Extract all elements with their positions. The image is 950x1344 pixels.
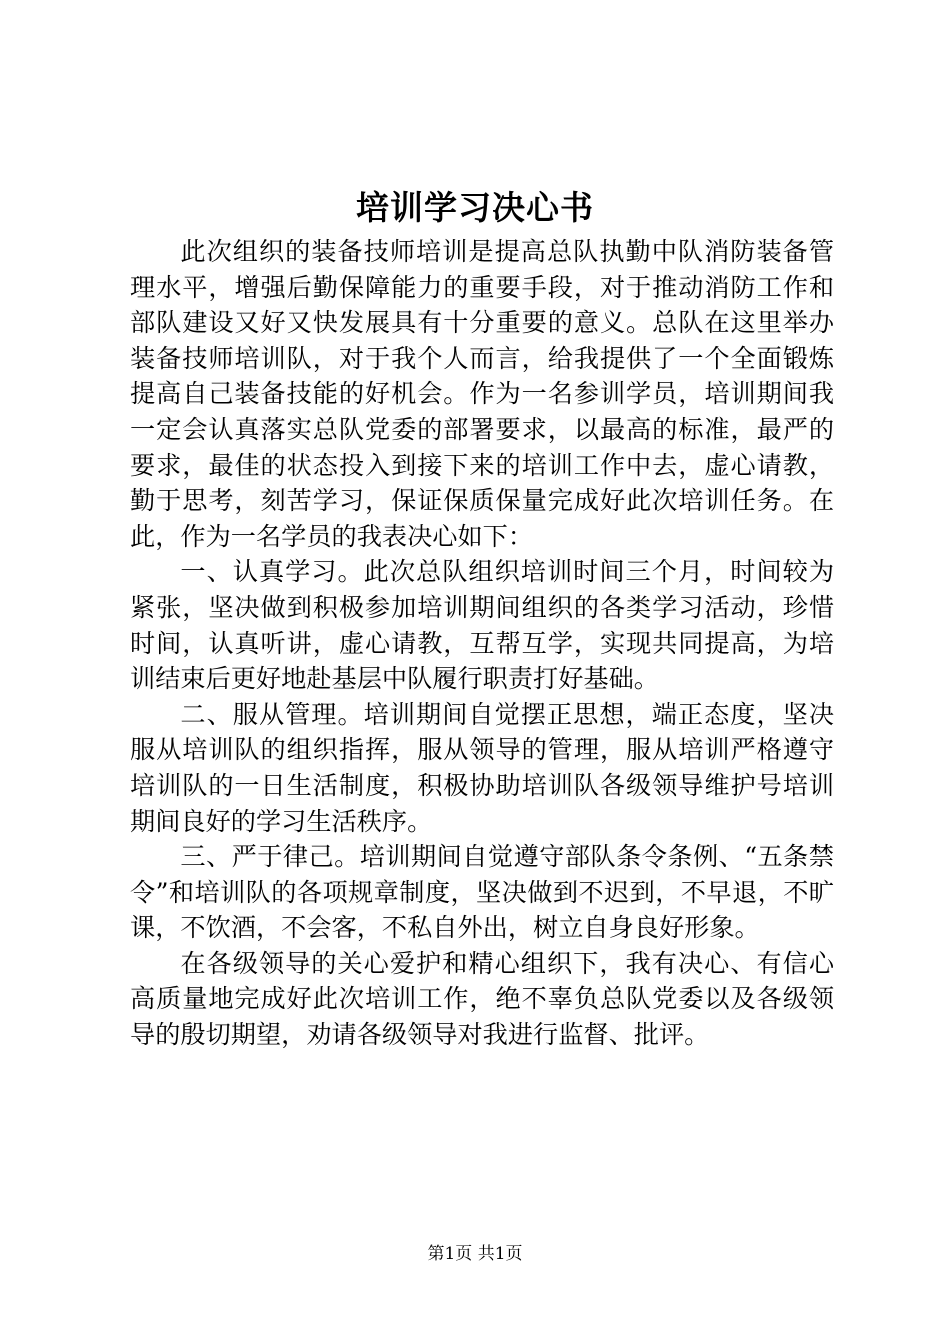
paragraph-point-2: 二、服从管理。培训期间自觉摆正思想，端正态度，坚决服从培训队的组织指挥，服从领导的管理，服从培训严格遵守培训队的一日生活制度，积极协助培训队各级领导维护号培训期间良好的学习生活秩序。 <box>130 699 834 836</box>
document-title: 培训学习决心书 <box>356 188 594 227</box>
paragraph-point-1: 一、认真学习。此次总队组织培训时间三个月，时间较为紧张，坚决做到积极参加培训期间组织的各类学习活动，珍惜时间，认真听讲，虚心请教，互帮互学，实现共同提高，为培训结束后更好地赴基层中队履行职责打好基础。 <box>130 557 834 694</box>
document-body <box>130 234 834 1053</box>
paragraph-conclusion: 在各级领导的关心爱护和精心组织下，我有决心、有信心高质量地完成好此次培训工作，绝不辜负总队党委以及各级领导的殷切期望，劝请各级领导对我进行监督、批评。 <box>130 948 834 1050</box>
page-number-footer: 第1页 共1页 <box>427 1244 523 1264</box>
paragraph-intro: 此次组织的装备技师培训是提高总队执勤中队消防装备管理水平，增强后勤保障能力的重要手段，对于推动消防工作和部队建设又好又快发展具有十分重要的意义。总队在这里举办装备技师培训队，对于我个人而言，给我提供了一个全面锻炼提高自己装备技能的好机会。作为一名参训学员，培训期间我一定会认真落实总队党委的部署要求，以最高的标准，最严的要求，最佳的状态投入到接下来的培训工作中去，虚心请教，勤于思考，刻苦学习，保证保质保量完成好此次培训任务。在此，作为一名学员的我表决心如下： <box>130 237 834 551</box>
paragraph-point-3: 三、严于律己。培训期间自觉遵守部队条令条例、“五条禁令”和培训队的各项规章制度，坚决做到不迟到，不早退，不旷课，不饮酒，不会客，不私自外出，树立自身良好形象。 <box>130 842 834 943</box>
